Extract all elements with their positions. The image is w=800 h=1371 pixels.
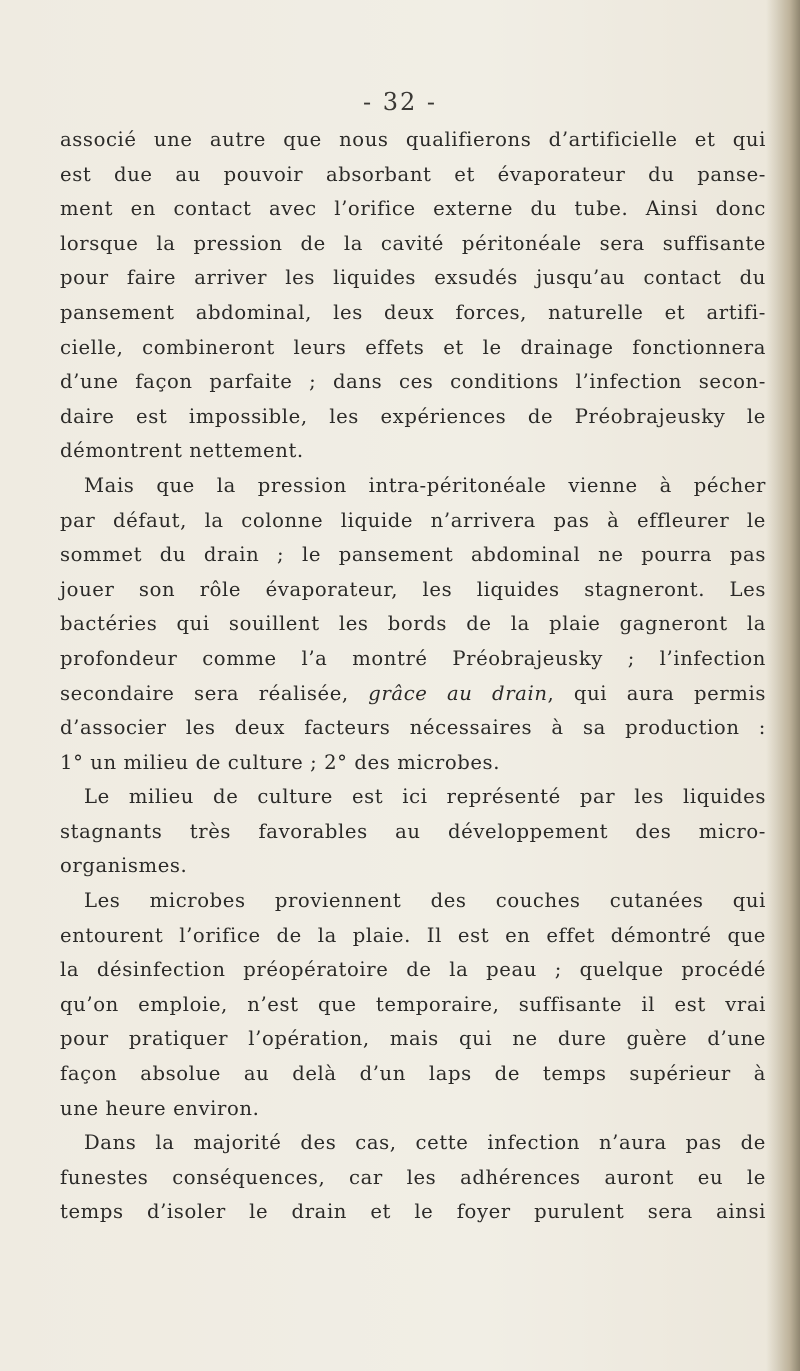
text-line: stagnants très favorables au développement des micro- bbox=[60, 819, 766, 843]
text-line: profondeur comme l’a montré Préobrajeusky ; l’infection bbox=[60, 646, 766, 670]
text-line: lorsque la pression de la cavité péritonéale sera suffisante bbox=[60, 231, 766, 255]
italic-phrase: grâce au drain bbox=[368, 681, 548, 705]
text-line: Les microbes proviennent des couches cutanées qui bbox=[84, 889, 766, 913]
text-line: Mais que la pression intra-péritonéale vienne à pécher bbox=[84, 473, 766, 497]
text-line: Le milieu de culture est ici représenté par les liquides bbox=[84, 785, 766, 809]
text-line: daire est impossible, les expériences de Préobrajeusky le bbox=[60, 404, 766, 428]
text-line: la désinfection préopératoire de la peau ; quelque procédé bbox=[60, 958, 766, 982]
text-line: organismes. bbox=[60, 854, 188, 878]
text-line: bactéries qui souillent les bords de la plaie gagneront la bbox=[60, 612, 766, 636]
text-line: est due au pouvoir absorbant et évaporateur du panse- bbox=[60, 162, 766, 186]
text-line: Dans la majorité des cas, cette infection n’aura pas de bbox=[84, 1131, 766, 1155]
text-line: façon absolue au delà d’un laps de temps supérieur à bbox=[60, 1062, 766, 1086]
text-line: qu’on emploie, n’est que temporaire, suffisante il est vrai bbox=[60, 992, 766, 1016]
text-line: pour pratiquer l’opération, mais qui ne dure guère d’une bbox=[60, 1027, 766, 1051]
text-line: pour faire arriver les liquides exsudés jusqu’au contact du bbox=[60, 266, 766, 290]
text-line: 1° un milieu de culture ; 2° des microbes. bbox=[60, 750, 501, 774]
text-line: d’associer les deux facteurs nécessaires à sa production : bbox=[60, 716, 766, 740]
text-line: funestes conséquences, car les adhérences auront eu le bbox=[60, 1165, 766, 1189]
text-line: temps d’isoler le drain et le foyer purulent sera ainsi bbox=[60, 1200, 766, 1224]
text-line: pansement abdominal, les deux forces, naturelle et artifi- bbox=[60, 300, 766, 324]
text-line: entourent l’orifice de la plaie. Il est en effet démontré que bbox=[60, 923, 766, 947]
text-line: une heure environ. bbox=[60, 1096, 260, 1120]
body-text bbox=[60, 123, 766, 1230]
page-edge-shadow bbox=[766, 0, 800, 1371]
page-number: - 32 - bbox=[362, 88, 437, 116]
text-line: cielle, combineront leurs effets et le drainage fonctionnera bbox=[60, 335, 766, 359]
text-line: jouer son rôle évaporateur, les liquides stagneront. Les bbox=[60, 577, 766, 601]
text-line: ment en contact avec l’orifice externe du tube. Ainsi donc bbox=[60, 197, 766, 221]
text-line: sommet du drain ; le pansement abdominal ne pourra pas bbox=[60, 543, 766, 567]
text-line: démontrent nettement. bbox=[60, 439, 304, 463]
text-line bbox=[60, 677, 766, 712]
text-line: associé une autre que nous qualifierons d’artificielle et qui bbox=[60, 128, 766, 151]
text-run: secondaire sera réalisée, bbox=[60, 681, 369, 705]
text-run: , qui aura permis bbox=[547, 681, 767, 705]
text-line: par défaut, la colonne liquide n’arrivera pas à effleurer le bbox=[60, 508, 766, 532]
text-line: d’une façon parfaite ; dans ces conditions l’infection secon- bbox=[60, 370, 766, 394]
